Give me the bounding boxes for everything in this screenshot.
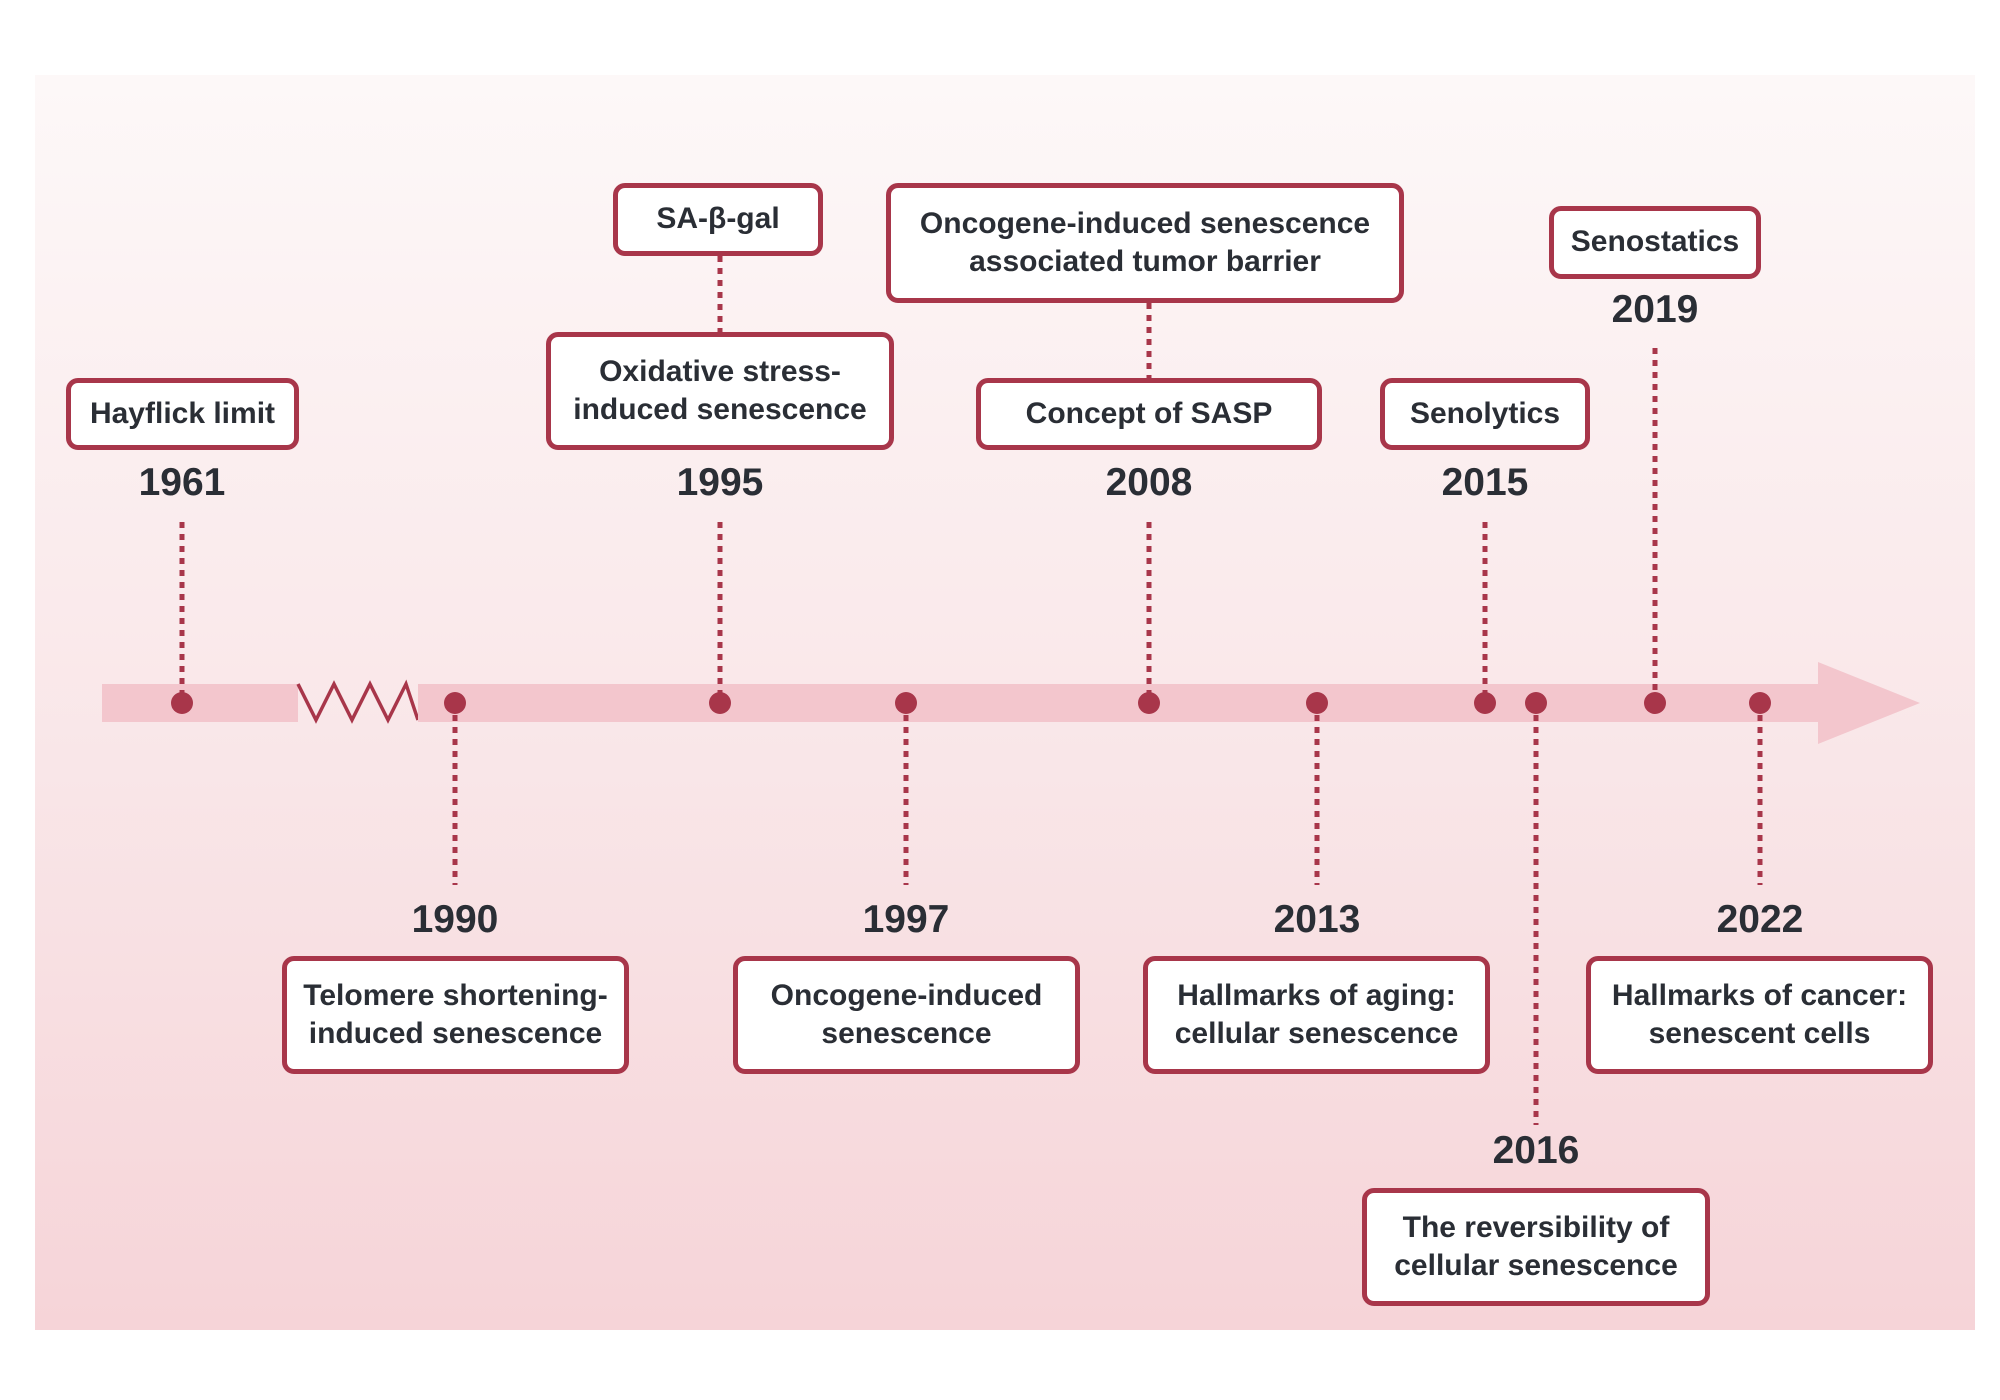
event-dot-1961	[171, 692, 193, 714]
year-1990: 1990	[411, 898, 499, 941]
event-dot-2015	[1474, 692, 1496, 714]
timeline-bar-left	[102, 684, 298, 722]
event-box-1995: Oxidative stress- induced senescence	[546, 332, 894, 450]
year-2008: 2008	[1105, 461, 1193, 504]
event-box-1997: Oncogene-induced senescence	[733, 956, 1080, 1074]
timeline-bar-main	[418, 684, 1818, 722]
event-dot-2022	[1749, 692, 1771, 714]
event-dot-2016	[1525, 692, 1547, 714]
event-box-2022: Hallmarks of cancer: senescent cells	[1586, 956, 1933, 1074]
year-1961: 1961	[138, 461, 226, 504]
event-box-2008: Concept of SASP	[976, 378, 1322, 450]
year-2015: 2015	[1441, 461, 1529, 504]
year-2022: 2022	[1716, 898, 1804, 941]
year-2019: 2019	[1611, 288, 1699, 331]
event-box-2008-extra: Oncogene-induced senescence associated tumor barrier	[886, 183, 1404, 303]
event-dot-2013	[1306, 692, 1328, 714]
event-dot-2008	[1138, 692, 1160, 714]
event-box-1990: Telomere shortening- induced senescence	[282, 956, 629, 1074]
event-box-1995-extra: SA-β-gal	[613, 183, 823, 256]
event-dot-1997	[895, 692, 917, 714]
event-box-2016: The reversibility of cellular senescence	[1362, 1188, 1710, 1306]
year-2016: 2016	[1492, 1129, 1580, 1172]
year-1997: 1997	[862, 898, 950, 941]
event-box-2013: Hallmarks of aging: cellular senescence	[1143, 956, 1490, 1074]
axis-break-zigzag	[298, 684, 418, 720]
event-dot-2019	[1644, 692, 1666, 714]
event-box-2015: Senolytics	[1380, 378, 1590, 450]
event-box-2019: Senostatics	[1549, 206, 1761, 279]
year-1995: 1995	[676, 461, 764, 504]
event-dot-1990	[444, 692, 466, 714]
timeline-arrow-head	[1818, 662, 1920, 744]
event-box-1961: Hayflick limit	[66, 378, 299, 450]
event-dot-1995	[709, 692, 731, 714]
year-2013: 2013	[1273, 898, 1361, 941]
